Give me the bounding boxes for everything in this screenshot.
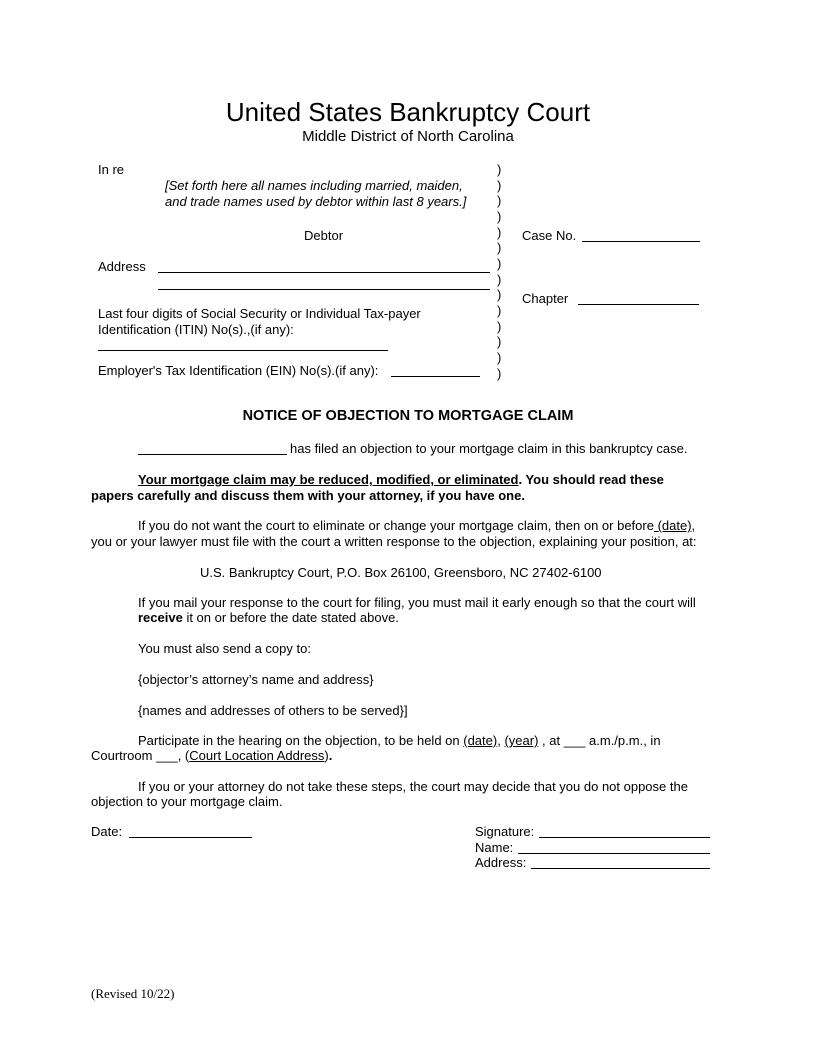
in-re-label: In re	[98, 162, 125, 177]
warning-line2: papers carefully and discuss them with your attorney, if you have one.	[91, 488, 525, 503]
ein-label: Employer's Tax Identification (EIN) No(s).(if any):	[98, 363, 379, 378]
court-location-placeholder: Court Location Address	[189, 748, 325, 763]
objection-filed-text: has filed an objection to your mortgage claim in this bankruptcy case.	[290, 441, 688, 456]
caption-divider: ) ) ) ) ) ) ) ) ) ) ) ) ) )	[497, 162, 502, 381]
names-instruction-line1: [Set forth here all names including married, maiden,	[165, 178, 463, 193]
notice-title: NOTICE OF OBJECTION TO MORTGAGE CLAIM	[242, 408, 574, 424]
revision-date: (Revised 10/22)	[91, 986, 175, 1001]
address-line-2[interactable]	[158, 289, 490, 290]
warning-underlined: Your mortgage claim may be reduced, modified, or eliminated	[138, 472, 519, 487]
response-instruction-line2: you or your lawyer must file with the court a written response to the objection, explaining your position, at:	[91, 534, 697, 549]
consequence-line1: If you or your attorney do not take these steps, the court may decide that you do not oppose the	[138, 779, 688, 794]
court-district: Middle District of North Carolina	[302, 128, 514, 145]
signature-label: Signature:	[475, 824, 535, 839]
ssn-line[interactable]	[98, 350, 388, 351]
response-instruction-line1: If you do not want the court to eliminate or change your mortgage claim, then on or before (date),	[138, 518, 696, 533]
court-title: United States Bankruptcy Court	[225, 97, 591, 127]
ein-line[interactable]	[391, 376, 480, 377]
send-copy-text: You must also send a copy to:	[138, 641, 311, 656]
date-line[interactable]	[129, 837, 252, 838]
warning-line1: Your mortgage claim may be reduced, modified, or eliminated. You should read these	[138, 472, 664, 487]
court-mailing-address: U.S. Bankruptcy Court, P.O. Box 26100, Greensboro, NC 27402-6100	[200, 565, 602, 580]
address-label: Address	[98, 259, 146, 274]
chapter-label: Chapter	[522, 291, 569, 306]
debtor-label: Debtor	[304, 228, 344, 243]
hearing-line2: Courtroom ___, (Court Location Address).	[91, 748, 333, 763]
signature-line[interactable]	[539, 837, 710, 838]
name-label: Name:	[475, 840, 514, 855]
chapter-line[interactable]	[578, 304, 699, 305]
consequence-line2: objection to your mortgage claim.	[91, 794, 283, 809]
response-date-placeholder: (date)	[653, 518, 692, 533]
hearing-year-placeholder: (year)	[504, 733, 539, 748]
case-no-line[interactable]	[582, 241, 700, 242]
case-no-label: Case No.	[522, 228, 577, 243]
objector-attorney-placeholder: {objector’s attorney’s name and address}	[138, 672, 374, 687]
signer-address-line[interactable]	[531, 868, 710, 869]
objector-name-line[interactable]	[138, 454, 287, 455]
date-label: Date:	[91, 824, 123, 839]
name-line[interactable]	[518, 853, 710, 854]
mail-instruction-line1: If you mail your response to the court for filing, you must mail it early enough so that the court will	[138, 595, 696, 610]
others-served-placeholder: {names and addresses of others to be served}]	[138, 703, 408, 718]
signer-address-label: Address:	[475, 855, 527, 870]
address-line-1[interactable]	[158, 272, 490, 273]
hearing-date-placeholder: (date)	[463, 733, 498, 748]
ssn-label-line2: Identification (ITIN) No(s).,(if any):	[98, 322, 294, 337]
mail-instruction-line2: receive it on or before the date stated above.	[138, 610, 399, 625]
ssn-label-line1: Last four digits of Social Security or Individual Tax-payer	[98, 306, 421, 321]
hearing-line1: Participate in the hearing on the objection, to be held on (date), (year) , at ___ a.m./p.m., in	[138, 733, 661, 748]
names-instruction-line2: and trade names used by debtor within last 8 years.]	[165, 194, 467, 209]
